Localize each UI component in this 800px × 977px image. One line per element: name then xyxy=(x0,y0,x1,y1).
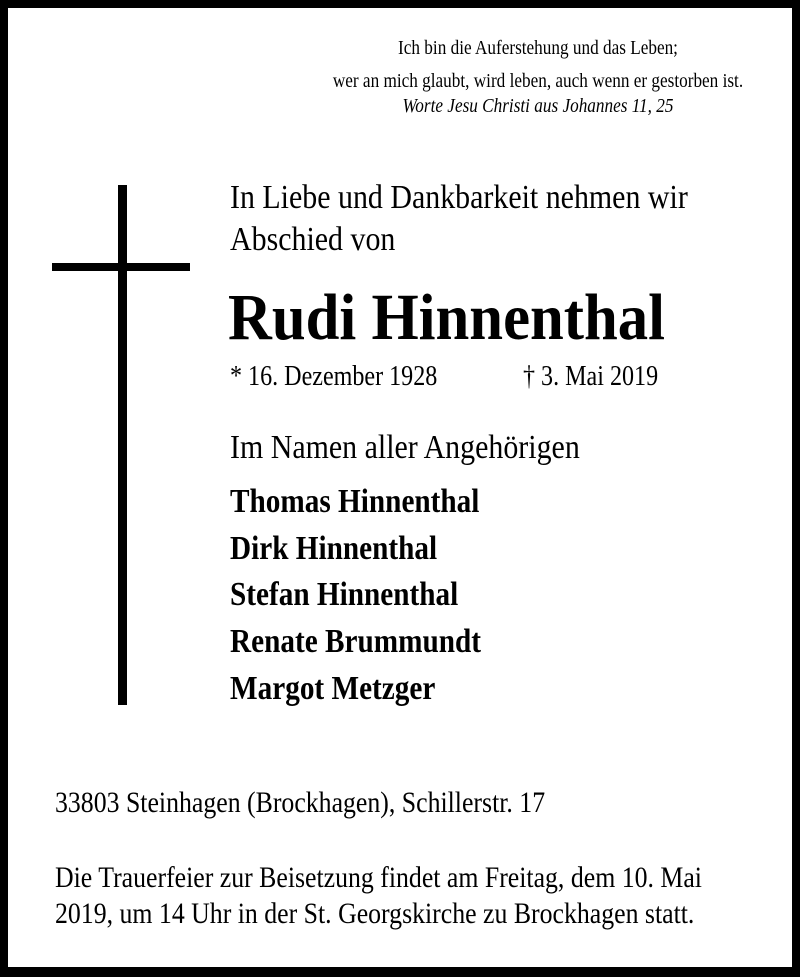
obituary-notice xyxy=(8,8,792,967)
deceased-name: Rudi Hinnenthal xyxy=(228,281,666,354)
bible-quote xyxy=(278,8,798,148)
address: 33803 Steinhagen (Brockhagen), Schillerstr. 17 xyxy=(55,786,546,819)
birth-date: * 16. Dezember 1928 xyxy=(230,361,438,392)
death-date: † 3. Mai 2019 xyxy=(523,361,659,392)
cross-icon-bar xyxy=(52,263,190,271)
mourner-name: Margot Metzger xyxy=(230,670,436,707)
mourner-name: Dirk Hinnenthal xyxy=(230,530,438,567)
quote-line-2: wer an mich glaubt, wird leben, auch wenn er gestorben ist. xyxy=(332,70,744,92)
ceremony-line-2: 2019, um 14 Uhr in der St. Georgskirche zu Brockhagen statt. xyxy=(55,897,695,930)
quote-source: Worte Jesu Christi aus Johannes 11, 25 xyxy=(402,95,674,117)
mourners-heading: Im Namen aller Angehörigen xyxy=(230,429,580,466)
quote-line-1: Ich bin die Auferstehung und das Leben; xyxy=(398,37,678,59)
ceremony-line-1: Die Trauerfeier zur Beisetzung findet am Freitag, dem 10. Mai xyxy=(55,861,702,894)
mourner-name: Renate Brummundt xyxy=(230,623,481,660)
intro-line-1: In Liebe und Dankbarkeit nehmen wir xyxy=(230,179,688,216)
intro-line-2: Abschied von xyxy=(230,221,396,258)
mourner-name: Thomas Hinnenthal xyxy=(230,483,480,520)
mourner-name: Stefan Hinnenthal xyxy=(230,576,459,613)
